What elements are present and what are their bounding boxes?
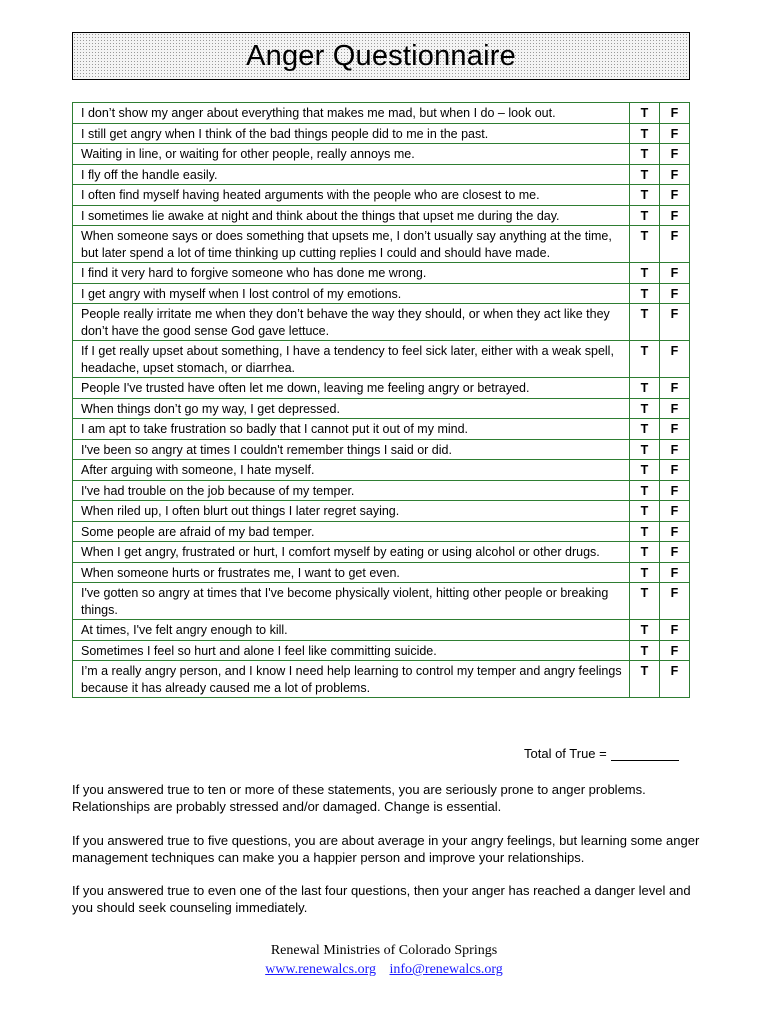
question-row <box>73 123 690 144</box>
question-row <box>73 542 690 563</box>
true-option[interactable]: T <box>630 640 660 661</box>
question-text: At times, I've felt angry enough to kill. <box>73 620 630 641</box>
question-text: After arguing with someone, I hate myself. <box>73 460 630 481</box>
question-text: I've had trouble on the job because of my temper. <box>73 480 630 501</box>
false-option[interactable]: F <box>660 263 690 284</box>
question-text: I've been so angry at times I couldn't remember things I said or did. <box>73 439 630 460</box>
true-option[interactable]: T <box>630 480 660 501</box>
question-row <box>73 460 690 481</box>
question-row <box>73 164 690 185</box>
false-option[interactable]: F <box>660 378 690 399</box>
true-option[interactable]: T <box>630 263 660 284</box>
question-row <box>73 583 690 620</box>
false-option[interactable]: F <box>660 123 690 144</box>
question-row <box>73 620 690 641</box>
question-row <box>73 640 690 661</box>
true-option[interactable]: T <box>630 620 660 641</box>
question-row <box>73 185 690 206</box>
question-text: People really irritate me when they don’t behave the way they should, or when they act like they don’t have the good sense God gave lettuce. <box>73 304 630 341</box>
false-option[interactable]: F <box>660 226 690 263</box>
question-text: Waiting in line, or waiting for other people, really annoys me. <box>73 144 630 165</box>
question-text: When someone says or does something that upsets me, I don’t usually say anything at the time, but later spend a lot of time thinking up cutting replies I could and should have made. <box>73 226 630 263</box>
question-text: I've gotten so angry at times that I've become physically violent, hitting other people or breaking things. <box>73 583 630 620</box>
result-paragraph-3: If you answered true to even one of the last four questions, then your anger has reached a danger level and you should seek counseling immediately. <box>72 883 691 915</box>
true-option[interactable]: T <box>630 185 660 206</box>
total-blank-line[interactable] <box>611 746 679 761</box>
question-row <box>73 439 690 460</box>
page-title: Anger Questionnaire <box>246 39 516 72</box>
result-paragraph-2: If you answered true to five questions, you are about average in your angry feelings, but learning some anger management techniques can make you a happier person and improve your relationships. <box>72 833 700 865</box>
true-option[interactable]: T <box>630 144 660 165</box>
false-option[interactable]: F <box>660 521 690 542</box>
question-text: When I get angry, frustrated or hurt, I comfort myself by eating or using alcohol or other drugs. <box>73 542 630 563</box>
result-paragraph-1: If you answered true to ten or more of these statements, you are seriously prone to anger problems. Relationships are probably stressed and/or damaged. Change is essential. <box>72 782 646 814</box>
question-text: I still get angry when I think of the bad things people did to me in the past. <box>73 123 630 144</box>
question-row <box>73 521 690 542</box>
true-option[interactable]: T <box>630 226 660 263</box>
true-option[interactable]: T <box>630 283 660 304</box>
question-text: I fly off the handle easily. <box>73 164 630 185</box>
question-text: I sometimes lie awake at night and think about the things that upset me during the day. <box>73 205 630 226</box>
false-option[interactable]: F <box>660 419 690 440</box>
false-option[interactable]: F <box>660 583 690 620</box>
question-text: I get angry with myself when I lost control of my emotions. <box>73 283 630 304</box>
question-row <box>73 661 690 698</box>
total-label: Total of True = <box>524 746 607 761</box>
true-option[interactable]: T <box>630 501 660 522</box>
true-option[interactable]: T <box>630 123 660 144</box>
question-row <box>73 263 690 284</box>
question-row <box>73 283 690 304</box>
true-option[interactable]: T <box>630 103 660 124</box>
question-row <box>73 304 690 341</box>
false-option[interactable]: F <box>660 304 690 341</box>
footer-org: Renewal Ministries of Colorado Springs <box>270 943 498 958</box>
question-text: If I get really upset about something, I have a tendency to feel sick later, either with a weak spell, headache, upset stomach, or diarrhea. <box>73 341 630 378</box>
website-link[interactable]: www.renewalcs.org <box>265 962 376 977</box>
question-row <box>73 562 690 583</box>
true-option[interactable]: T <box>630 398 660 419</box>
question-row <box>73 501 690 522</box>
question-row <box>73 341 690 378</box>
total-of-true <box>524 746 679 761</box>
false-option[interactable]: F <box>660 501 690 522</box>
question-row <box>73 226 690 263</box>
false-option[interactable]: F <box>660 144 690 165</box>
true-option[interactable]: T <box>630 304 660 341</box>
false-option[interactable]: F <box>660 562 690 583</box>
true-option[interactable]: T <box>630 542 660 563</box>
question-text: I often find myself having heated arguments with the people who are closest to me. <box>73 185 630 206</box>
true-option[interactable]: T <box>630 521 660 542</box>
true-option[interactable]: T <box>630 378 660 399</box>
questionnaire-table <box>72 102 690 698</box>
question-row <box>73 205 690 226</box>
false-option[interactable]: F <box>660 460 690 481</box>
question-row <box>73 398 690 419</box>
true-option[interactable]: T <box>630 460 660 481</box>
question-text: When someone hurts or frustrates me, I want to get even. <box>73 562 630 583</box>
true-option[interactable]: T <box>630 439 660 460</box>
true-option[interactable]: T <box>630 661 660 698</box>
true-option[interactable]: T <box>630 205 660 226</box>
false-option[interactable]: F <box>660 620 690 641</box>
false-option[interactable]: F <box>660 398 690 419</box>
false-option[interactable]: F <box>660 542 690 563</box>
false-option[interactable]: F <box>660 480 690 501</box>
question-text: I am apt to take frustration so badly that I cannot put it out of my mind. <box>73 419 630 440</box>
false-option[interactable]: F <box>660 661 690 698</box>
false-option[interactable]: F <box>660 341 690 378</box>
email-link[interactable]: info@renewalcs.org <box>389 962 503 977</box>
false-option[interactable]: F <box>660 185 690 206</box>
question-row <box>73 103 690 124</box>
question-row <box>73 480 690 501</box>
false-option[interactable]: F <box>660 283 690 304</box>
footer <box>0 941 768 979</box>
title-box <box>72 32 690 80</box>
true-option[interactable]: T <box>630 583 660 620</box>
question-row <box>73 419 690 440</box>
question-row <box>73 378 690 399</box>
true-option[interactable]: T <box>630 419 660 440</box>
question-text: I’m a really angry person, and I know I need help learning to control my temper and angry feelings because it has already caused me a lot of problems. <box>73 661 630 698</box>
question-text: People I've trusted have often let me down, leaving me feeling angry or betrayed. <box>73 378 630 399</box>
question-row <box>73 144 690 165</box>
false-option[interactable]: F <box>660 103 690 124</box>
false-option[interactable]: F <box>660 640 690 661</box>
question-text: Some people are afraid of my bad temper. <box>73 521 630 542</box>
true-option[interactable]: T <box>630 562 660 583</box>
question-text: When riled up, I often blurt out things I later regret saying. <box>73 501 630 522</box>
question-text: I don’t show my anger about everything that makes me mad, but when I do – look out. <box>73 103 630 124</box>
false-option[interactable]: F <box>660 439 690 460</box>
true-option[interactable]: T <box>630 341 660 378</box>
question-text: When things don’t go my way, I get depressed. <box>73 398 630 419</box>
question-text: Sometimes I feel so hurt and alone I feel like committing suicide. <box>73 640 630 661</box>
false-option[interactable]: F <box>660 164 690 185</box>
false-option[interactable]: F <box>660 205 690 226</box>
question-text: I find it very hard to forgive someone who has done me wrong. <box>73 263 630 284</box>
true-option[interactable]: T <box>630 164 660 185</box>
